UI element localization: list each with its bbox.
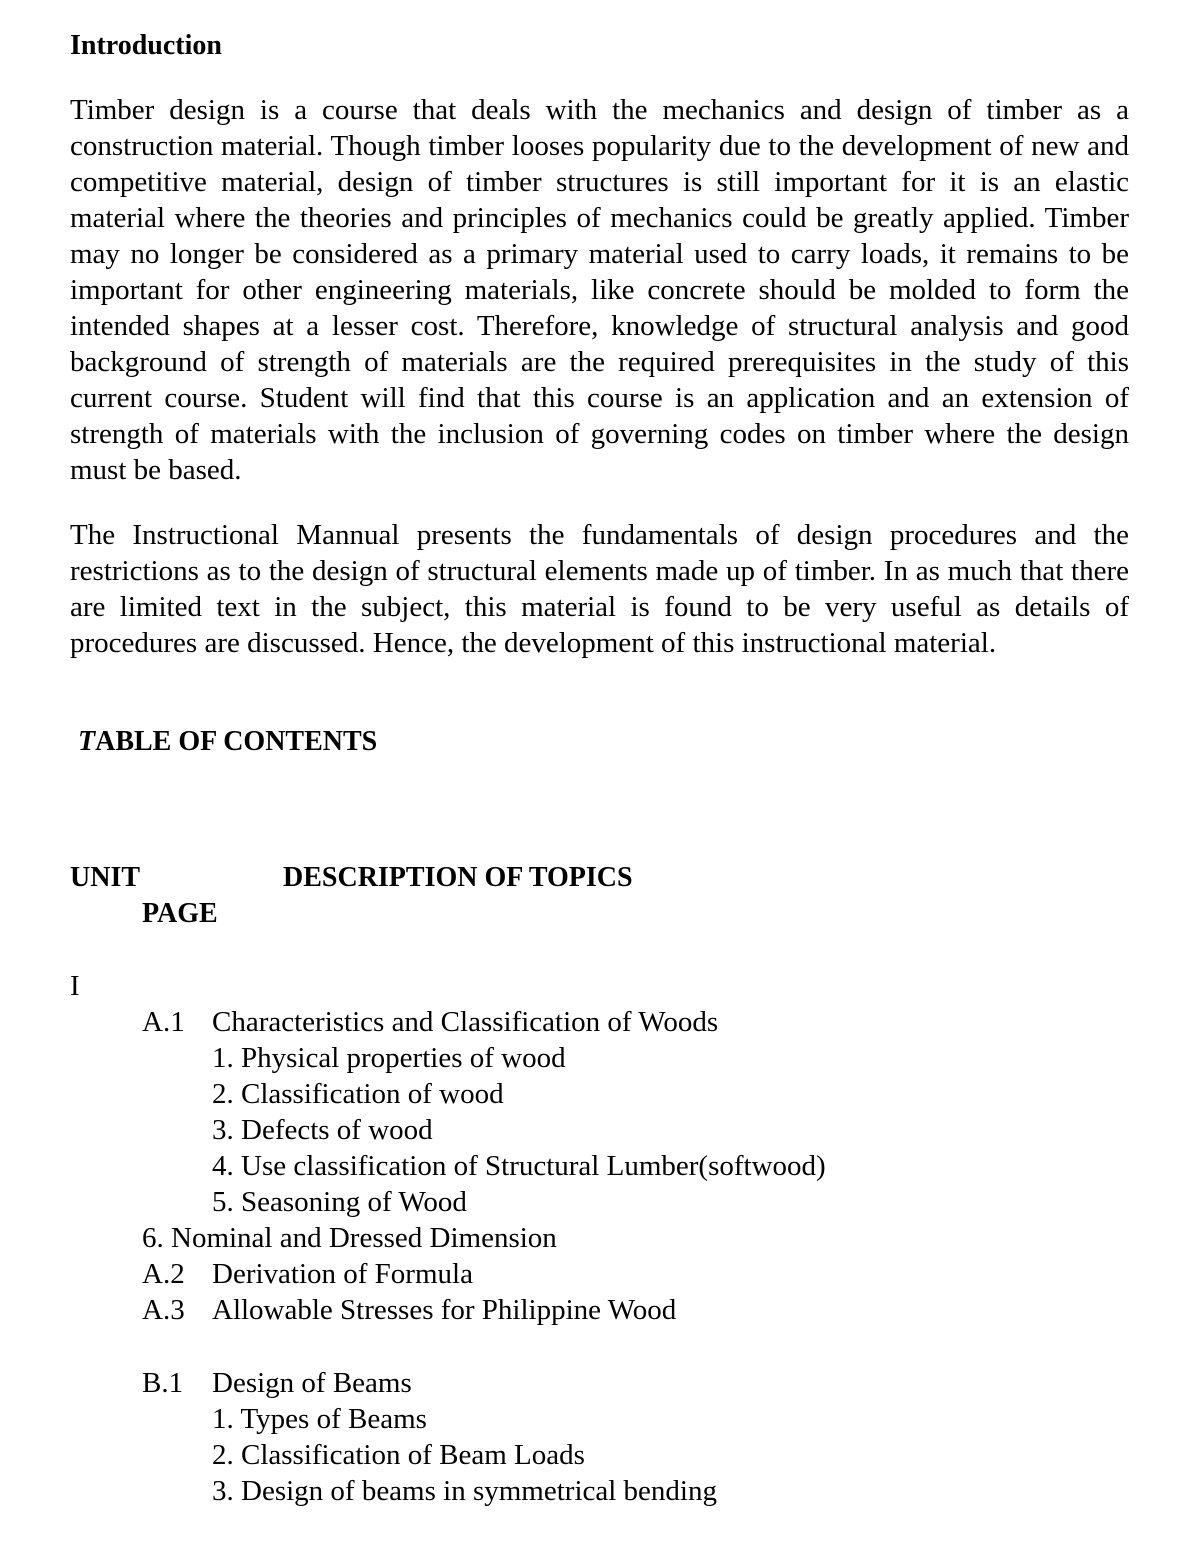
toc-subitem: 3. Defects of wood xyxy=(212,1114,433,1146)
toc-title-rest: ABLE OF CONTENTS xyxy=(95,726,378,757)
toc-section-code: A.1 xyxy=(142,1006,185,1038)
toc-subitem: 5. Seasoning of Wood xyxy=(212,1186,467,1218)
toc-section-title: Derivation of Formula xyxy=(212,1258,473,1290)
toc-column-unit: UNIT xyxy=(70,862,141,893)
toc-subitem: 1. Physical properties of wood xyxy=(212,1042,566,1074)
toc-section-title: Design of Beams xyxy=(212,1367,412,1399)
toc-unit-number: I xyxy=(70,970,80,1002)
toc-title-italic-initial: T xyxy=(78,726,96,757)
intro-paragraph-2: The Instructional Mannual presents the fundamentals of design procedures and the restrictions as to the design of structural elements made up of timber. In as much that there are limited text in the subject, this material is found to be very useful as details of procedures are discussed. Hence, the development of this instructional material. xyxy=(70,519,1129,659)
toc-title xyxy=(78,724,377,760)
toc-subitem: 2. Classification of wood xyxy=(212,1078,504,1110)
toc-section-title: Allowable Stresses for Philippine Wood xyxy=(212,1294,677,1326)
introduction-heading: Introduction xyxy=(70,30,222,61)
toc-column-page: PAGE xyxy=(142,898,218,929)
toc-section-code: A.2 xyxy=(142,1258,185,1290)
toc-subitem: 6. Nominal and Dressed Dimension xyxy=(142,1222,557,1254)
toc-subitem: 3. Design of beams in symmetrical bending xyxy=(212,1475,717,1507)
toc-subitem: 1. Types of Beams xyxy=(212,1403,427,1435)
toc-subitem: 4. Use classification of Structural Lumber(softwood) xyxy=(212,1150,826,1182)
toc-section-title: Characteristics and Classification of Woods xyxy=(212,1006,719,1038)
toc-section-code: A.3 xyxy=(142,1294,185,1326)
toc-column-description: DESCRIPTION OF TOPICS xyxy=(283,862,633,893)
toc-subitem: 2. Classification of Beam Loads xyxy=(212,1439,585,1471)
toc-section-code: B.1 xyxy=(142,1367,184,1399)
intro-paragraph-1: Timber design is a course that deals with the mechanics and design of timber as a construction material. Though timber looses popularity due to the development of new and competitive material, design of timber structures is still important for it is an elastic material where the theories and principles of mechanics could be greatly applied. Timber may no longer be considered as a primary material used to carry loads, it remains to be important for other engineering materials, like concrete should be molded to form the intended shapes at a lesser cost. Therefore, knowledge of structural analysis and good background of strength of materials are the required prerequisites in the study of this current course. Student will find that this course is an application and an extension of strength of materials with the inclusion of governing codes on timber where the design must be based. xyxy=(70,94,1129,486)
